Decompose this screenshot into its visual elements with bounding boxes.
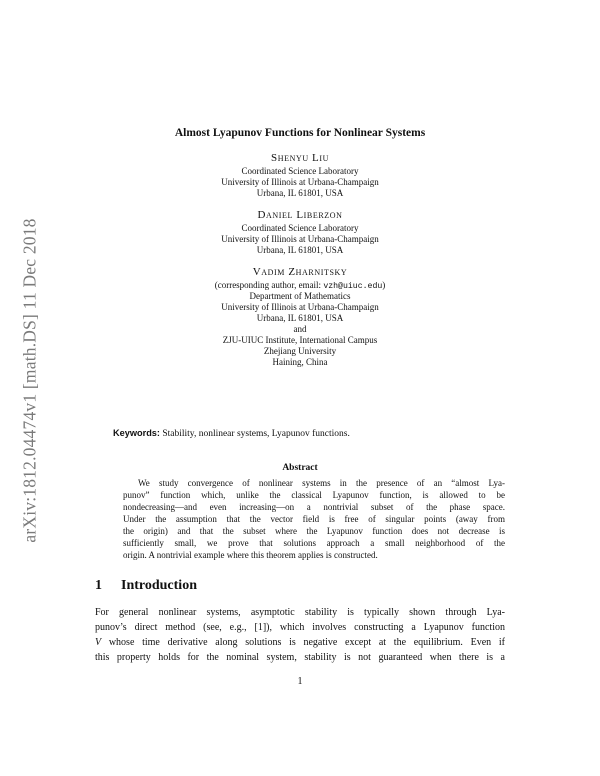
affiliation-line: University of Illinois at Urbana-Champaign <box>221 177 379 187</box>
abstract-line: origin. A nontrivial example where this theorem applies is constructed. <box>123 550 378 560</box>
abstract-line: nondecreasing—and even increasing—on a nontrivial subset of the phase space. <box>123 502 505 512</box>
corresponding-note: (corresponding author, email: vzh@uiuc.edu) <box>214 280 386 291</box>
abstract-body <box>123 477 505 561</box>
author-block-liu <box>0 150 600 199</box>
page-number: 1 <box>297 676 303 687</box>
author-name: Vadim Zharnitsky <box>252 266 348 278</box>
paragraph-line: this property holds for the nominal system, stability is not guaranteed when there is a <box>95 652 505 663</box>
abstract-line: Under the assumption that the vector field is free of singular points (away from <box>123 514 505 524</box>
keywords-label: Keywords: <box>113 428 160 438</box>
keywords <box>113 427 513 441</box>
affiliation-line: Urbana, IL 61801, USA <box>256 245 344 255</box>
author-block-zharnitsky <box>0 264 600 368</box>
affiliation-line: University of Illinois at Urbana-Champaign <box>221 234 379 244</box>
affiliation-line: Haining, China <box>272 357 328 367</box>
arxiv-stamp-text: arXiv:1812.04474v1 [math.DS] 11 Dec 2018 <box>19 217 40 543</box>
email-link[interactable]: vzh@uiuc.edu <box>323 282 383 291</box>
math-variable: V <box>95 637 102 648</box>
abstract-line: the origin) and that the subset where the Lyapunov function does not decrease is <box>123 526 505 536</box>
affiliation-line: Urbana, IL 61801, USA <box>256 313 344 323</box>
author-name: Shenyu Liu <box>270 152 330 164</box>
paragraph-line: punov’s direct method (see, e.g., [1]), which involves constructing a Lyapunov function <box>95 622 505 633</box>
section-heading <box>95 578 515 594</box>
author-name: Daniel Liberzon <box>257 209 343 221</box>
affiliation-line: ZJU-UIUC Institute, International Campus <box>222 335 378 345</box>
author-block-liberzon <box>0 207 600 256</box>
affiliation-line: Coordinated Science Laboratory <box>241 166 359 176</box>
affiliation-line: and <box>293 324 307 334</box>
affiliation-line: Coordinated Science Laboratory <box>241 223 359 233</box>
abstract-heading: Abstract <box>282 463 318 473</box>
keywords-text: Stability, nonlinear systems, Lyapunov functions. <box>162 429 350 439</box>
section-title: Introduction <box>121 578 197 593</box>
abstract-line: We study convergence of nonlinear systems in the presence of an “almost Lya- <box>138 478 505 488</box>
paper-title: Almost Lyapunov Functions for Nonlinear Systems <box>174 127 426 139</box>
section-number: 1 <box>95 578 102 593</box>
abstract-line: punov” function which, unlike the classical Lyapunov function, is allowed to be <box>123 490 505 500</box>
affiliation-line: Urbana, IL 61801, USA <box>256 188 344 198</box>
affiliation-line: Zhejiang University <box>263 346 337 356</box>
affiliation-line: University of Illinois at Urbana-Champaign <box>221 302 379 312</box>
paragraph-line: V whose time derivative along solutions is negative except at the equilibrium. Even if <box>95 637 505 648</box>
introduction-paragraph <box>95 605 505 665</box>
affiliation-line: Department of Mathematics <box>249 291 351 301</box>
paragraph-line: For general nonlinear systems, asymptotic stability is typically shown through Lya- <box>95 607 505 618</box>
abstract-line: sufficiently small, we prove that solutions approach a small neighborhood of the <box>123 538 505 548</box>
